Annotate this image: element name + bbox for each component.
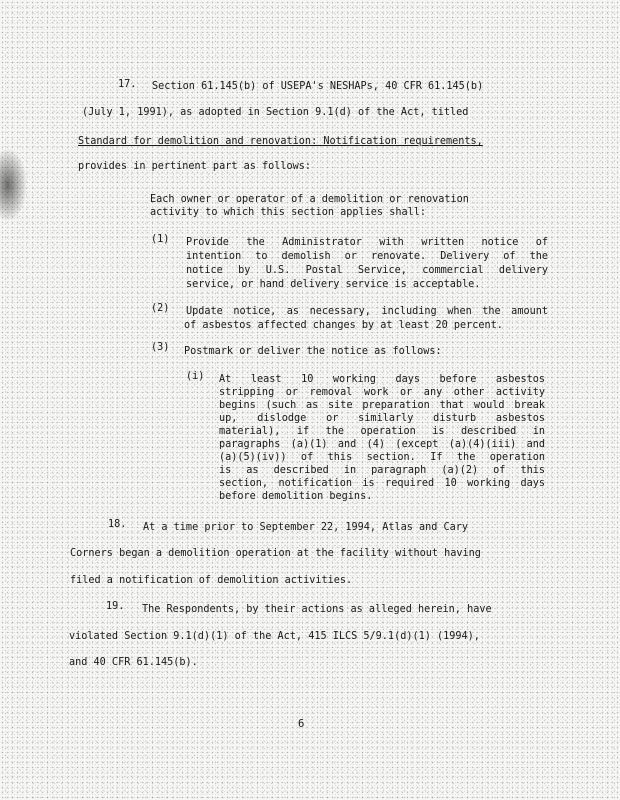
paragraph-17-line-2: (July 1, 1991), as adopted in Section 9.1(d) of the Act, titled (82, 107, 469, 118)
quote-intro-line-2: activity to which this section applies shall: (150, 207, 427, 218)
item-3-number: (3) (151, 342, 170, 353)
sub-item-i-line-4: up, dislodge or similarly disturb asbestos (219, 413, 545, 424)
sub-item-i-line-5: material), if the operation is described in (219, 426, 545, 437)
item-1-line-4: service, or hand delivery service is acceptable. (186, 279, 481, 290)
sub-item-i-number: (i) (186, 371, 205, 382)
paragraph-17-line-4: provides in pertinent part as follows: (78, 161, 312, 172)
sub-item-i-line-1: At least 10 working days before asbestos (219, 374, 545, 385)
quote-intro-line-1: Each owner or operator of a demolition or renovation (150, 194, 469, 205)
page-number: 6 (298, 718, 305, 730)
paragraph-17-line-1: Section 61.145(b) of USEPA's NESHAPs, 40 CFR 61.145(b) (152, 81, 484, 92)
item-2-line-2: of asbestos affected changes by at least 20 percent. (184, 320, 503, 331)
item-1-line-2: intention to demolish or renovate. Delivery of the (186, 251, 548, 262)
sub-item-i-line-2: stripping or removal work or any other activity (219, 387, 545, 398)
paragraph-18-line-1: At a time prior to September 22, 1994, Atlas and Cary (143, 522, 469, 533)
item-3-text: Postmark or deliver the notice as follows: (184, 346, 442, 357)
scan-artifact (0, 150, 26, 220)
regulation-title: Standard for demolition and renovation: Notification requirements, (78, 136, 483, 147)
item-1-number: (1) (151, 234, 170, 245)
sub-item-i-line-3: begins (such as site preparation that would break (219, 400, 545, 411)
item-2-number: (2) (151, 303, 170, 314)
paragraph-19-line-1: The Respondents, by their actions as alleged herein, have (142, 604, 492, 615)
paragraph-17-number: 17. (118, 79, 137, 90)
paragraph-18-number: 18. (108, 519, 127, 530)
item-1-line-3: notice by U.S. Postal Service, commercial delivery (186, 265, 548, 276)
paragraph-18-line-2: Corners began a demolition operation at the facility without having (70, 548, 481, 559)
sub-item-i-line-6: paragraphs (a)(1) and (4) (except (a)(4)(iii) and (219, 439, 545, 450)
sub-item-i-line-9: section, notification is required 10 working days (219, 478, 545, 489)
paragraph-19-line-2: violated Section 9.1(d)(1) of the Act, 415 ILCS 5/9.1(d)(1) (1994), (69, 631, 480, 642)
item-1-line-1: Provide the Administrator with written notice of (186, 237, 548, 248)
sub-item-i-line-10: before demolition begins. (219, 491, 373, 502)
paragraph-18-line-3: filed a notification of demolition activities. (70, 575, 353, 586)
sub-item-i-line-7: (a)(5)(iv)) of this section. If the operation (219, 452, 545, 463)
paragraph-19-number: 19. (106, 601, 125, 612)
paragraph-19-line-3: and 40 CFR 61.145(b). (69, 657, 198, 668)
item-2-line-1: Update notice, as necessary, including when the amount (186, 306, 548, 317)
sub-item-i-line-8: is as described in paragraph (a)(2) of this (219, 465, 545, 476)
